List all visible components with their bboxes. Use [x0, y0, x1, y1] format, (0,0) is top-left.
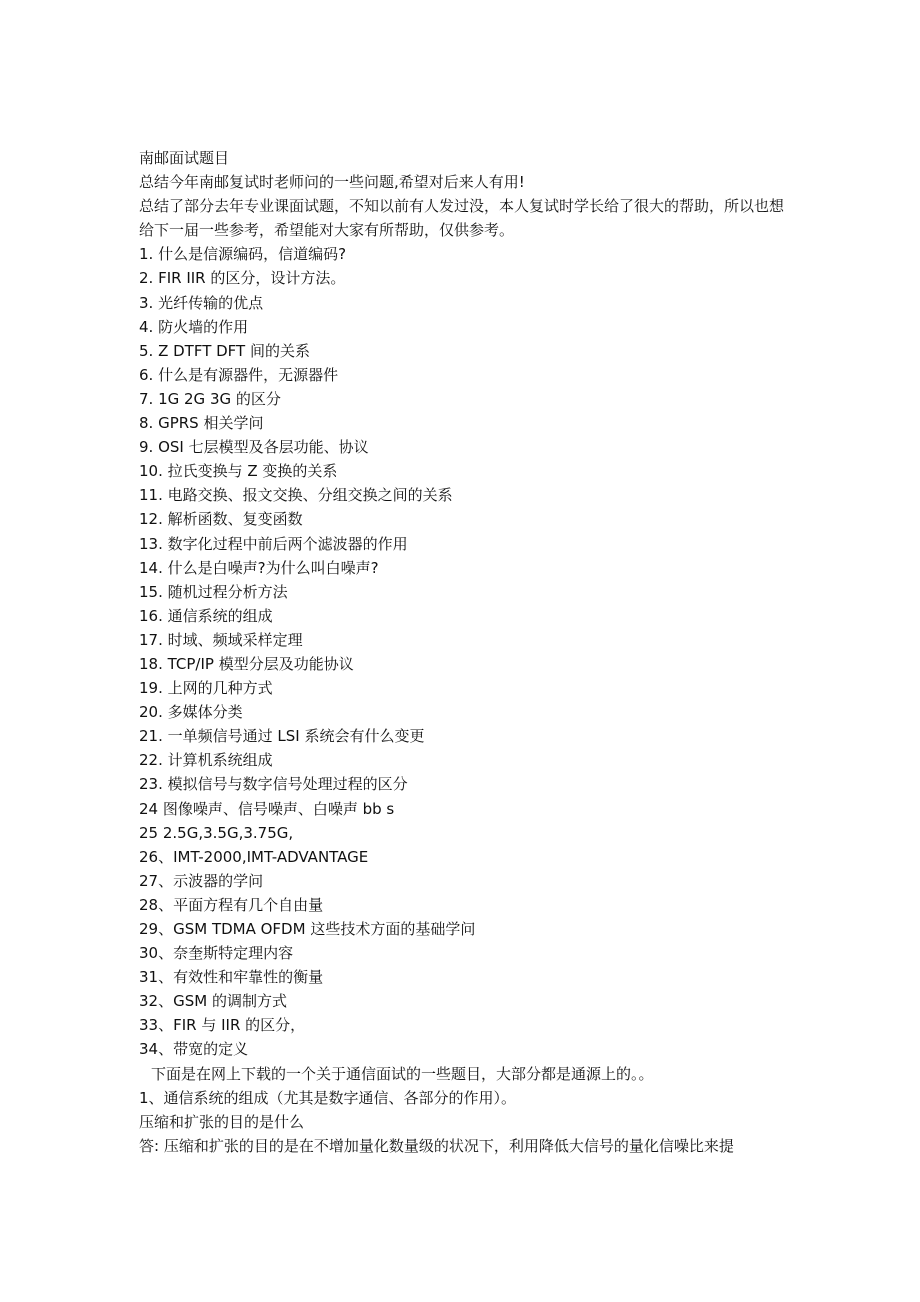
question-item: 23. 模拟信号与数字信号处理过程的区分	[139, 775, 408, 794]
question-item: 11. 电路交换、报文交换、分组交换之间的关系	[139, 486, 453, 505]
question-item: 34、带宽的定义	[139, 1040, 249, 1059]
question-item: 9. OSI 七层模型及各层功能、协议	[139, 438, 369, 457]
question-item: 4. 防火墙的作用	[139, 317, 249, 336]
question-item: 13. 数字化过程中前后两个滤波器的作用	[139, 534, 408, 553]
question-item: 5. Z DTFT DFT 间的关系	[139, 341, 310, 360]
section2-subquestion: 压缩和扩张的目的是什么	[139, 1112, 305, 1131]
question-item: 21. 一单频信号通过 LSI 系统会有什么变更	[139, 727, 425, 746]
question-item: 33、FIR 与 IIR 的区分，	[139, 1016, 306, 1035]
section2-intro: 下面是在网上下载的一个关于通信面试的一些题目，大部分都是通源上的。。	[151, 1064, 654, 1083]
question-item: 31、有效性和牢靠性的衡量	[139, 968, 324, 987]
question-item: 25 2.5G,3.5G,3.75G,	[139, 823, 294, 842]
question-item: 15. 随机过程分析方法	[139, 582, 288, 601]
question-item: 10. 拉氏变换与 Z 变换的关系	[139, 462, 338, 481]
question-item: 29、GSM TDMA OFDM 这些技术方面的基础学问	[139, 920, 476, 938]
section2-answer: 答: 压缩和扩张的目的是在不增加量化数量级的状况下，利用降低大信号的量化信噪比来提	[139, 1136, 734, 1155]
question-item: 3. 光纤传输的优点	[139, 293, 264, 312]
document-title: 南邮面试题目	[139, 149, 230, 167]
question-list	[139, 242, 784, 1061]
question-item: 7. 1G 2G 3G 的区分	[139, 389, 281, 408]
question-item: 30、奈奎斯特定理内容	[139, 944, 294, 963]
question-item: 16. 通信系统的组成	[139, 606, 273, 625]
question-item: 18. TCP/IP 模型分层及功能协议	[139, 654, 354, 673]
question-item: 32、GSM 的调制方式	[139, 992, 287, 1011]
question-item: 22. 计算机系统组成	[139, 751, 273, 770]
question-item: 2. FIR IIR 的区分，设计方法。	[139, 269, 346, 288]
question-item: 14. 什么是白噪声?为什么叫白噪声?	[139, 558, 379, 577]
intro-line: 总结今年南邮复试时老师问的一些问题,希望对后来人有用!	[139, 173, 525, 192]
question-item: 28、平面方程有几个自由量	[139, 895, 324, 914]
question-item: 26、IMT-2000,IMT-ADVANTAGE	[139, 847, 369, 866]
question-item: 8. GPRS 相关学问	[139, 414, 264, 433]
question-item: 20. 多媒体分类	[139, 703, 243, 722]
section2-question: 1、通信系统的组成（尤其是数字通信、各部分的作用）。	[139, 1088, 517, 1107]
question-item: 27、示波器的学问	[139, 871, 264, 890]
question-item: 6. 什么是有源器件，无源器件	[139, 365, 339, 384]
intro-paragraph: 总结了部分去年专业课面试题，不知以前有人发过没，本人复试时学长给了很大的帮助，所以也想给下一届一些参考，希望能对大家有所帮助，仅供参考。	[139, 197, 785, 240]
question-item: 19. 上网的几种方式	[139, 679, 273, 698]
question-item: 17. 时域、频域采样定理	[139, 630, 303, 649]
question-item: 1. 什么是信源编码，信道编码?	[139, 245, 347, 264]
document-page	[139, 146, 784, 1158]
question-item: 24 图像噪声、信号噪声、白噪声 bb s	[139, 799, 395, 818]
question-item: 12. 解析函数、复变函数	[139, 510, 303, 529]
